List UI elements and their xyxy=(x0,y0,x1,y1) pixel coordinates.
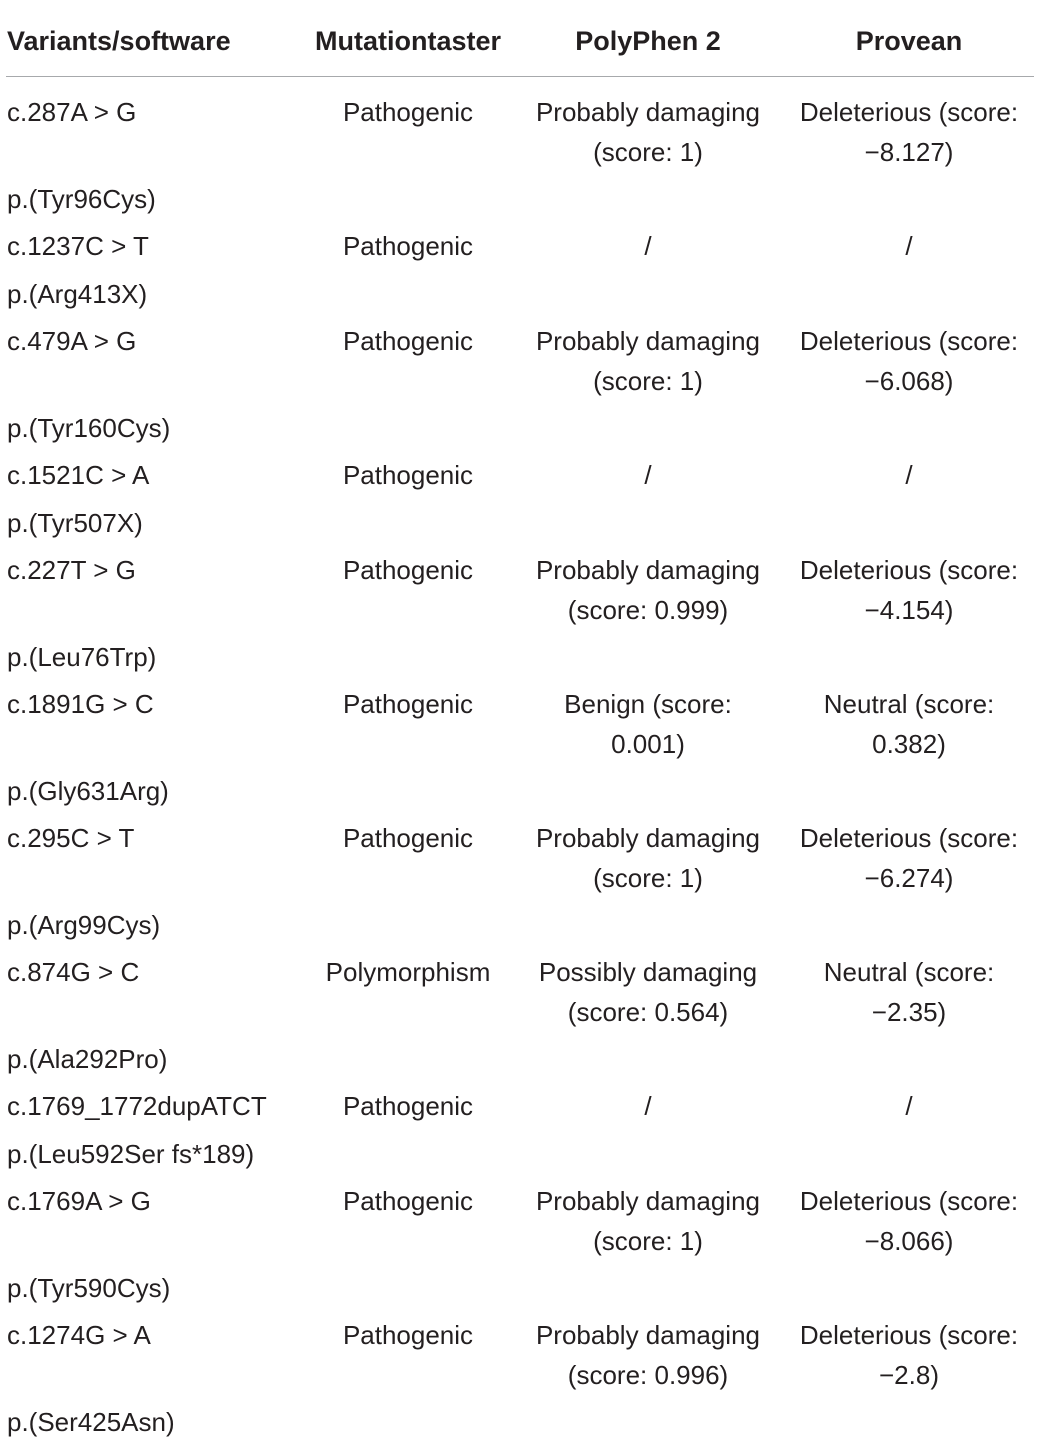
variant-protein: p.(Tyr507X) xyxy=(7,508,143,538)
provean-line: −4.154) xyxy=(864,595,954,625)
variant-cdna: c.479A > G xyxy=(7,326,137,356)
mutationtaster-result: Pathogenic xyxy=(342,1091,474,1121)
polyphen-result xyxy=(520,550,776,630)
header-polyphen: PolyPhen 2 xyxy=(575,26,721,56)
polyphen-line: Probably damaging xyxy=(535,1186,761,1216)
provean-line: Neutral (score: xyxy=(823,689,995,719)
polyphen-line: Probably damaging xyxy=(535,555,761,585)
variant-protein: p.(Tyr160Cys) xyxy=(7,413,171,443)
provean-result xyxy=(780,92,1038,172)
provean-line: −6.068) xyxy=(864,366,954,396)
polyphen-line: (score: 1) xyxy=(593,863,703,893)
polyphen-result xyxy=(520,321,776,401)
provean-line: / xyxy=(905,1091,913,1121)
polyphen-line: Probably damaging xyxy=(535,326,761,356)
polyphen-line: Probably damaging xyxy=(535,1320,761,1350)
provean-line: Deleterious (score: xyxy=(799,97,1019,127)
variant-protein: p.(Leu592Ser fs*189) xyxy=(7,1139,255,1169)
polyphen-line: (score: 0.564) xyxy=(567,997,729,1027)
variant-protein: p.(Arg99Cys) xyxy=(7,910,161,940)
mutationtaster-result: Pathogenic xyxy=(342,460,474,490)
polyphen-result xyxy=(520,92,776,172)
variant-protein: p.(Gly631Arg) xyxy=(7,776,169,806)
variant-cdna: c.1769_1772dupATCT xyxy=(7,1091,267,1121)
polyphen-line: (score: 1) xyxy=(593,1226,703,1256)
provean-result xyxy=(780,1181,1038,1261)
provean-result xyxy=(780,952,1038,1032)
provean-line: −8.066) xyxy=(864,1226,954,1256)
variant-cdna: c.287A > G xyxy=(7,97,137,127)
variant-cdna: c.874G > C xyxy=(7,957,140,987)
provean-line: Deleterious (score: xyxy=(799,823,1019,853)
provean-result xyxy=(780,1086,1038,1126)
variant-cdna: c.227T > G xyxy=(7,555,136,585)
provean-line: / xyxy=(905,231,913,261)
provean-result xyxy=(780,818,1038,898)
provean-result xyxy=(780,321,1038,401)
mutationtaster-result: Pathogenic xyxy=(342,97,474,127)
table-header xyxy=(0,0,1040,77)
variant-cdna: c.1521C > A xyxy=(7,460,150,490)
provean-line: Deleterious (score: xyxy=(799,1320,1019,1350)
provean-line: 0.382) xyxy=(872,729,946,759)
header-mutationtaster: Mutationtaster xyxy=(314,26,501,56)
polyphen-result xyxy=(520,1315,776,1395)
polyphen-line: (score: 1) xyxy=(593,137,703,167)
mutationtaster-result: Pathogenic xyxy=(342,1320,474,1350)
polyphen-line: (score: 1) xyxy=(593,366,703,396)
polyphen-result xyxy=(520,1181,776,1261)
mutationtaster-result: Pathogenic xyxy=(342,231,474,261)
provean-line: / xyxy=(905,460,913,490)
provean-line: −2.35) xyxy=(871,997,947,1027)
provean-result xyxy=(780,684,1038,764)
mutationtaster-result: Pathogenic xyxy=(342,689,474,719)
polyphen-line: / xyxy=(644,1091,652,1121)
header-divider xyxy=(6,76,1034,77)
variant-cdna: c.1237C > T xyxy=(7,231,149,261)
variant-cdna: c.1274G > A xyxy=(7,1320,151,1350)
mutationtaster-result: Pathogenic xyxy=(342,823,474,853)
provean-result xyxy=(780,1315,1038,1395)
polyphen-line: Probably damaging xyxy=(535,97,761,127)
polyphen-result xyxy=(520,1086,776,1126)
polyphen-line: (score: 0.996) xyxy=(567,1360,729,1390)
provean-line: −6.274) xyxy=(864,863,954,893)
provean-line: Deleterious (score: xyxy=(799,1186,1019,1216)
provean-line: Deleterious (score: xyxy=(799,555,1019,585)
mutationtaster-result: Polymorphism xyxy=(325,957,491,987)
polyphen-result xyxy=(520,684,776,764)
variant-cdna: c.1891G > C xyxy=(7,689,154,719)
polyphen-line: Probably damaging xyxy=(535,823,761,853)
mutationtaster-result: Pathogenic xyxy=(342,326,474,356)
mutationtaster-result: Pathogenic xyxy=(342,1186,474,1216)
polyphen-result xyxy=(520,226,776,266)
polyphen-line: (score: 0.999) xyxy=(567,595,729,625)
provean-line: −2.8) xyxy=(879,1360,939,1390)
provean-line: Neutral (score: xyxy=(823,957,995,987)
variant-protein: p.(Tyr96Cys) xyxy=(7,184,156,214)
provean-result xyxy=(780,455,1038,495)
variant-cdna: c.1769A > G xyxy=(7,1186,151,1216)
mutationtaster-result: Pathogenic xyxy=(342,555,474,585)
variant-protein: p.(Tyr590Cys) xyxy=(7,1273,171,1303)
header-variants: Variants/software xyxy=(7,26,231,56)
polyphen-line: / xyxy=(644,231,652,261)
provean-result xyxy=(780,226,1038,266)
provean-result xyxy=(780,550,1038,630)
polyphen-line: / xyxy=(644,460,652,490)
provean-line: Deleterious (score: xyxy=(799,326,1019,356)
polyphen-line: Benign (score: xyxy=(564,689,732,719)
polyphen-line: Possibly damaging xyxy=(538,957,758,987)
polyphen-line: 0.001) xyxy=(611,729,685,759)
polyphen-result xyxy=(520,818,776,898)
polyphen-result xyxy=(520,952,776,1032)
variant-protein: p.(Leu76Trp) xyxy=(7,642,157,672)
provean-line: −8.127) xyxy=(864,137,954,167)
polyphen-result xyxy=(520,455,776,495)
variant-protein: p.(Ser425Asn) xyxy=(7,1407,175,1437)
variant-protein: p.(Arg413X) xyxy=(7,279,148,309)
variant-protein: p.(Ala292Pro) xyxy=(7,1044,168,1074)
variant-cdna: c.295C > T xyxy=(7,823,135,853)
header-provean: Provean xyxy=(855,26,963,56)
